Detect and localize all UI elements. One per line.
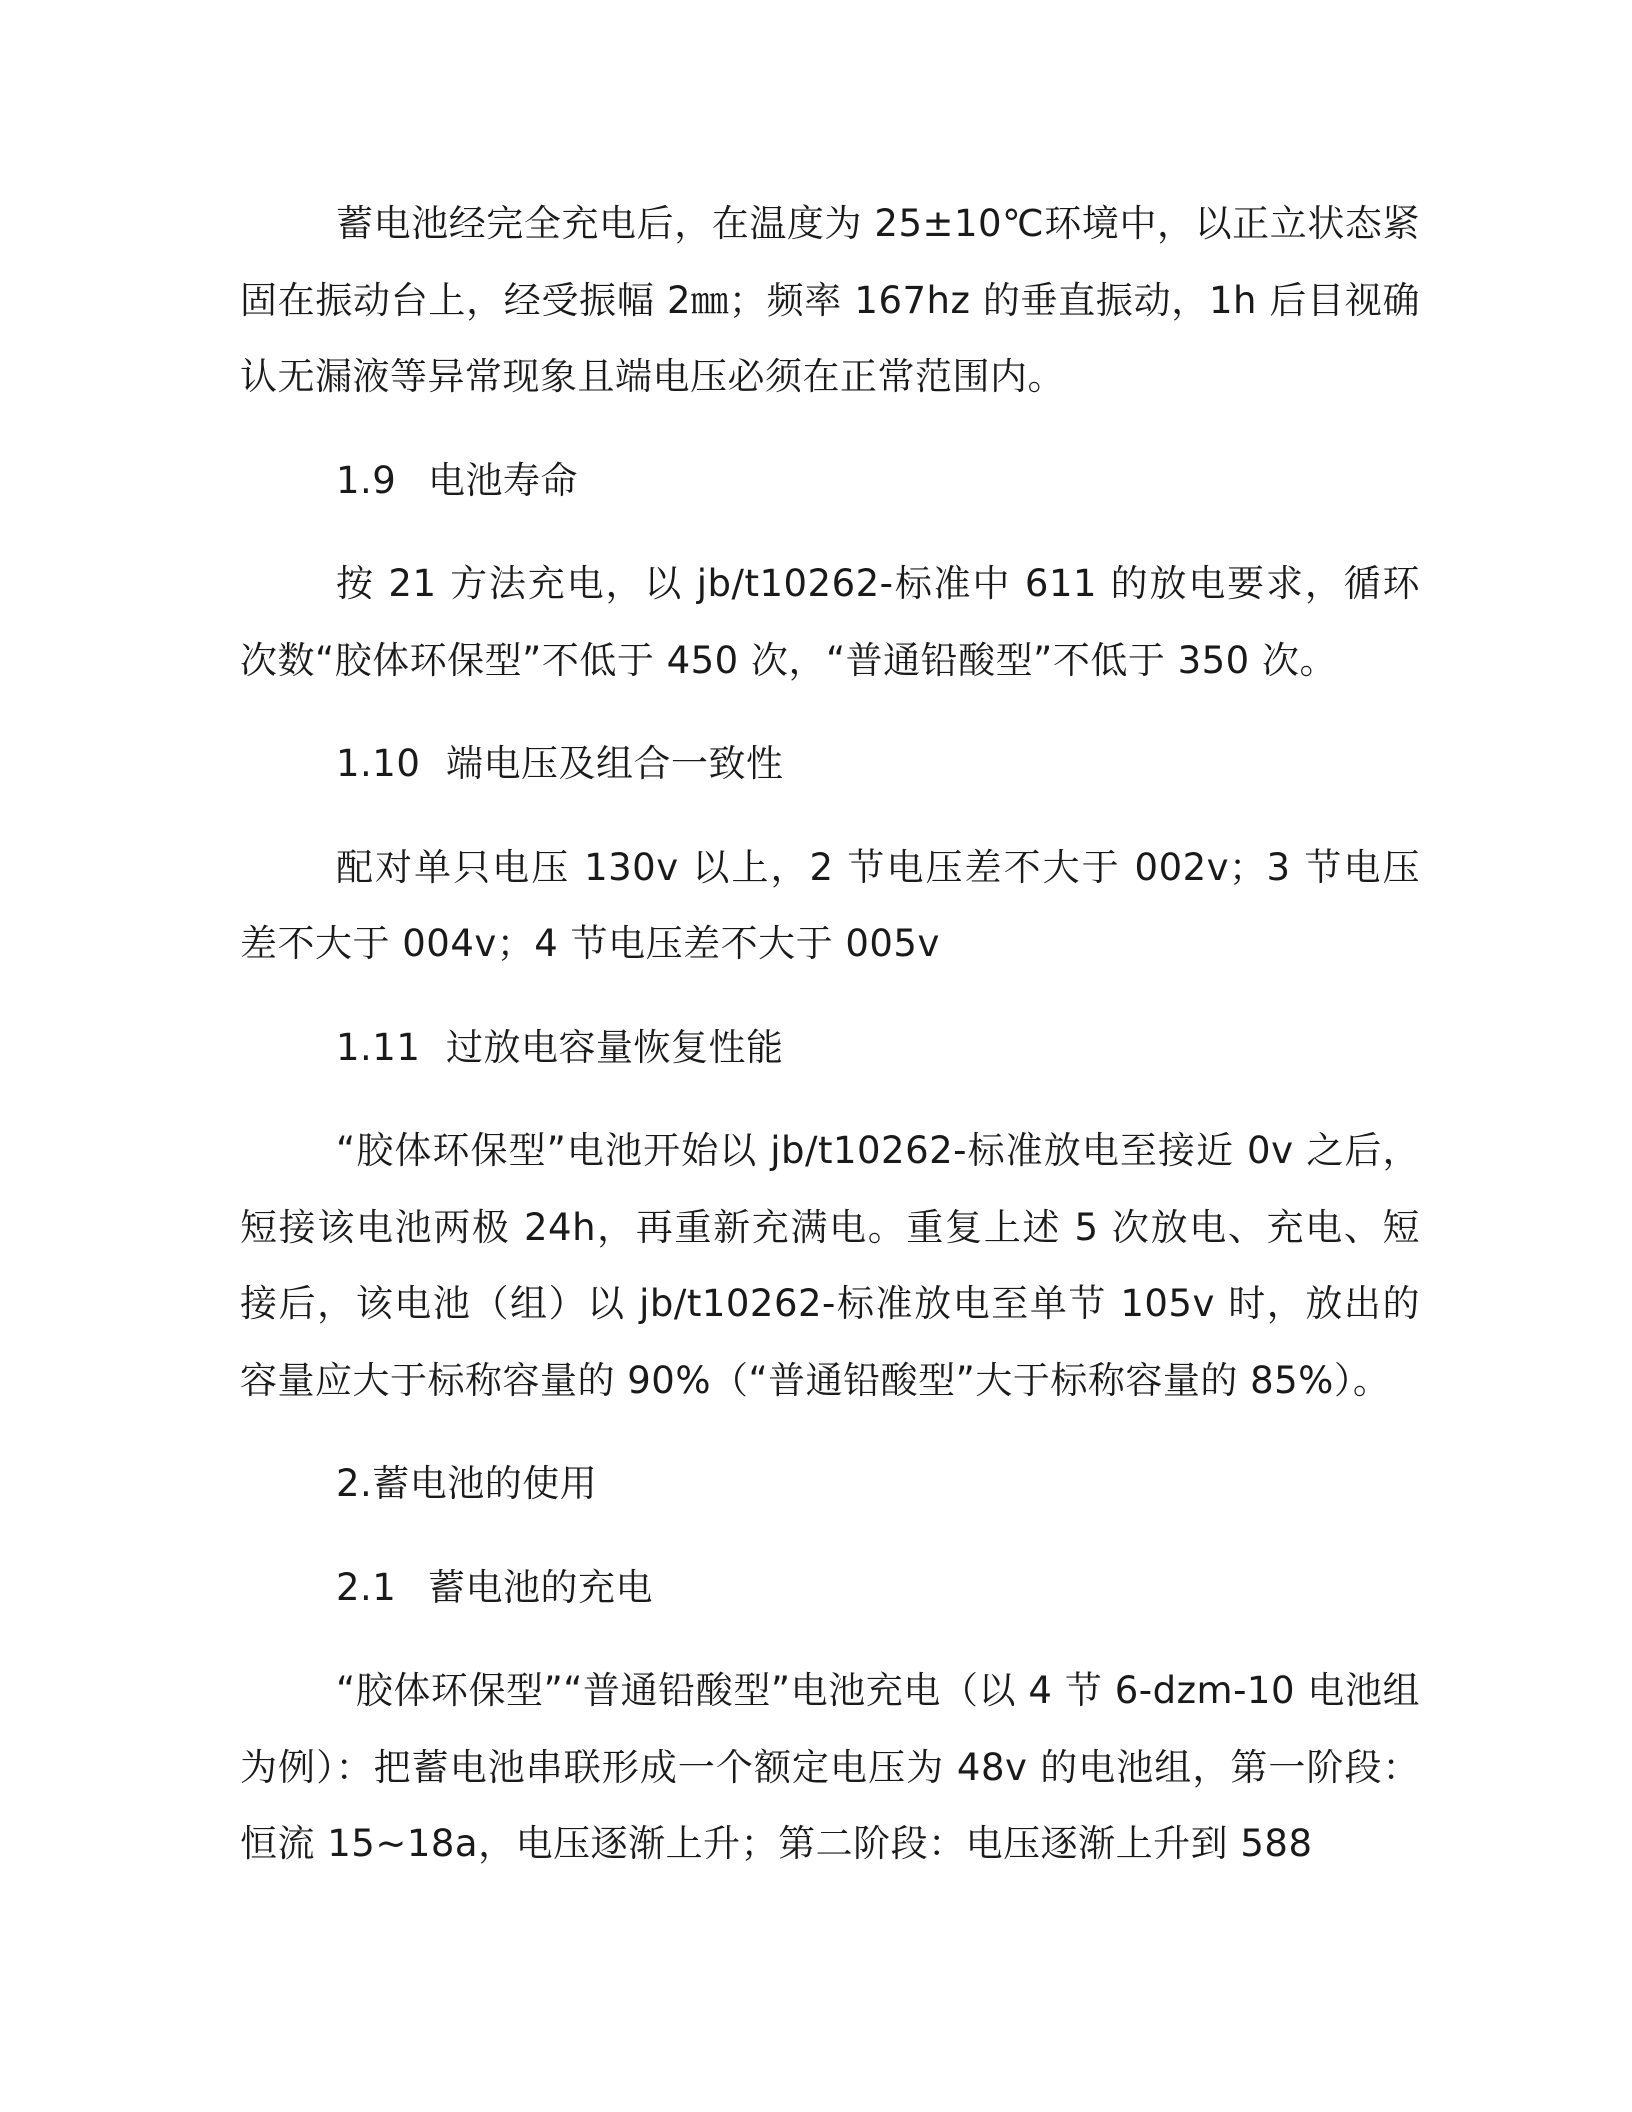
section-title: 过放电容量恢复性能 — [446, 1025, 784, 1069]
heading-2 — [240, 1446, 1420, 1523]
section-number: 1.9 — [336, 458, 397, 502]
paragraph-terminal-voltage: 配对单只电压 130v 以上，2 节电压差不大于 002v；3 节电压差不大于 004v；4 节电压差不大于 005v — [240, 845, 1420, 965]
heading-1-10 — [240, 726, 1420, 803]
paragraph-over-discharge: “胶体环保型”电池开始以 jb/t10262-标准放电至接近 0v 之后，短接该电池两极 24h，再重新充满电。重复上述 5 次放电、充电、短接后，该电池（组）以 jb/t10262-标准放电至单节 105v 时，放出的容量应大于标称容量的 90%（“普通铅酸型”大于标称容量的 85%）。 — [240, 1129, 1420, 1402]
heading-1-9 — [240, 443, 1420, 520]
paragraph-charging: “胶体环保型”“普通铅酸型”电池充电（以 4 节 6-dzm-10 电池组为例）：把蓄电池串联形成一个额定电压为 48v 的电池组，第一阶段：恒流 15~18a，电压逐渐上升；第二阶段：电压逐渐上升到 588 — [240, 1669, 1420, 1865]
paragraph-vibration-test: 蓄电池经完全充电后，在温度为 25±10℃环境中，以正立状态紧固在振动台上，经受振幅 2㎜；频率 167hz 的垂直振动，1h 后目视确认无漏液等异常现象且端电压必须在正常范围内。 — [240, 202, 1420, 398]
paragraph-battery-life: 按 21 方法充电，以 jb/t10262-标准中 611 的放电要求，循环次数“胶体环保型”不低于 450 次，“普通铅酸型”不低于 350 次。 — [240, 562, 1420, 682]
section-title: 2.蓄电池的使用 — [336, 1462, 598, 1505]
section-number: 2.1 — [336, 1565, 397, 1609]
heading-1-11 — [240, 1010, 1420, 1087]
document-body — [240, 186, 1420, 1910]
section-title: 蓄电池的充电 — [428, 1565, 653, 1609]
section-title: 端电压及组合一致性 — [446, 742, 784, 785]
section-number: 1.10 — [336, 742, 421, 785]
section-number: 1.11 — [336, 1025, 421, 1069]
heading-2-1 — [240, 1550, 1420, 1627]
section-title: 电池寿命 — [428, 458, 578, 502]
